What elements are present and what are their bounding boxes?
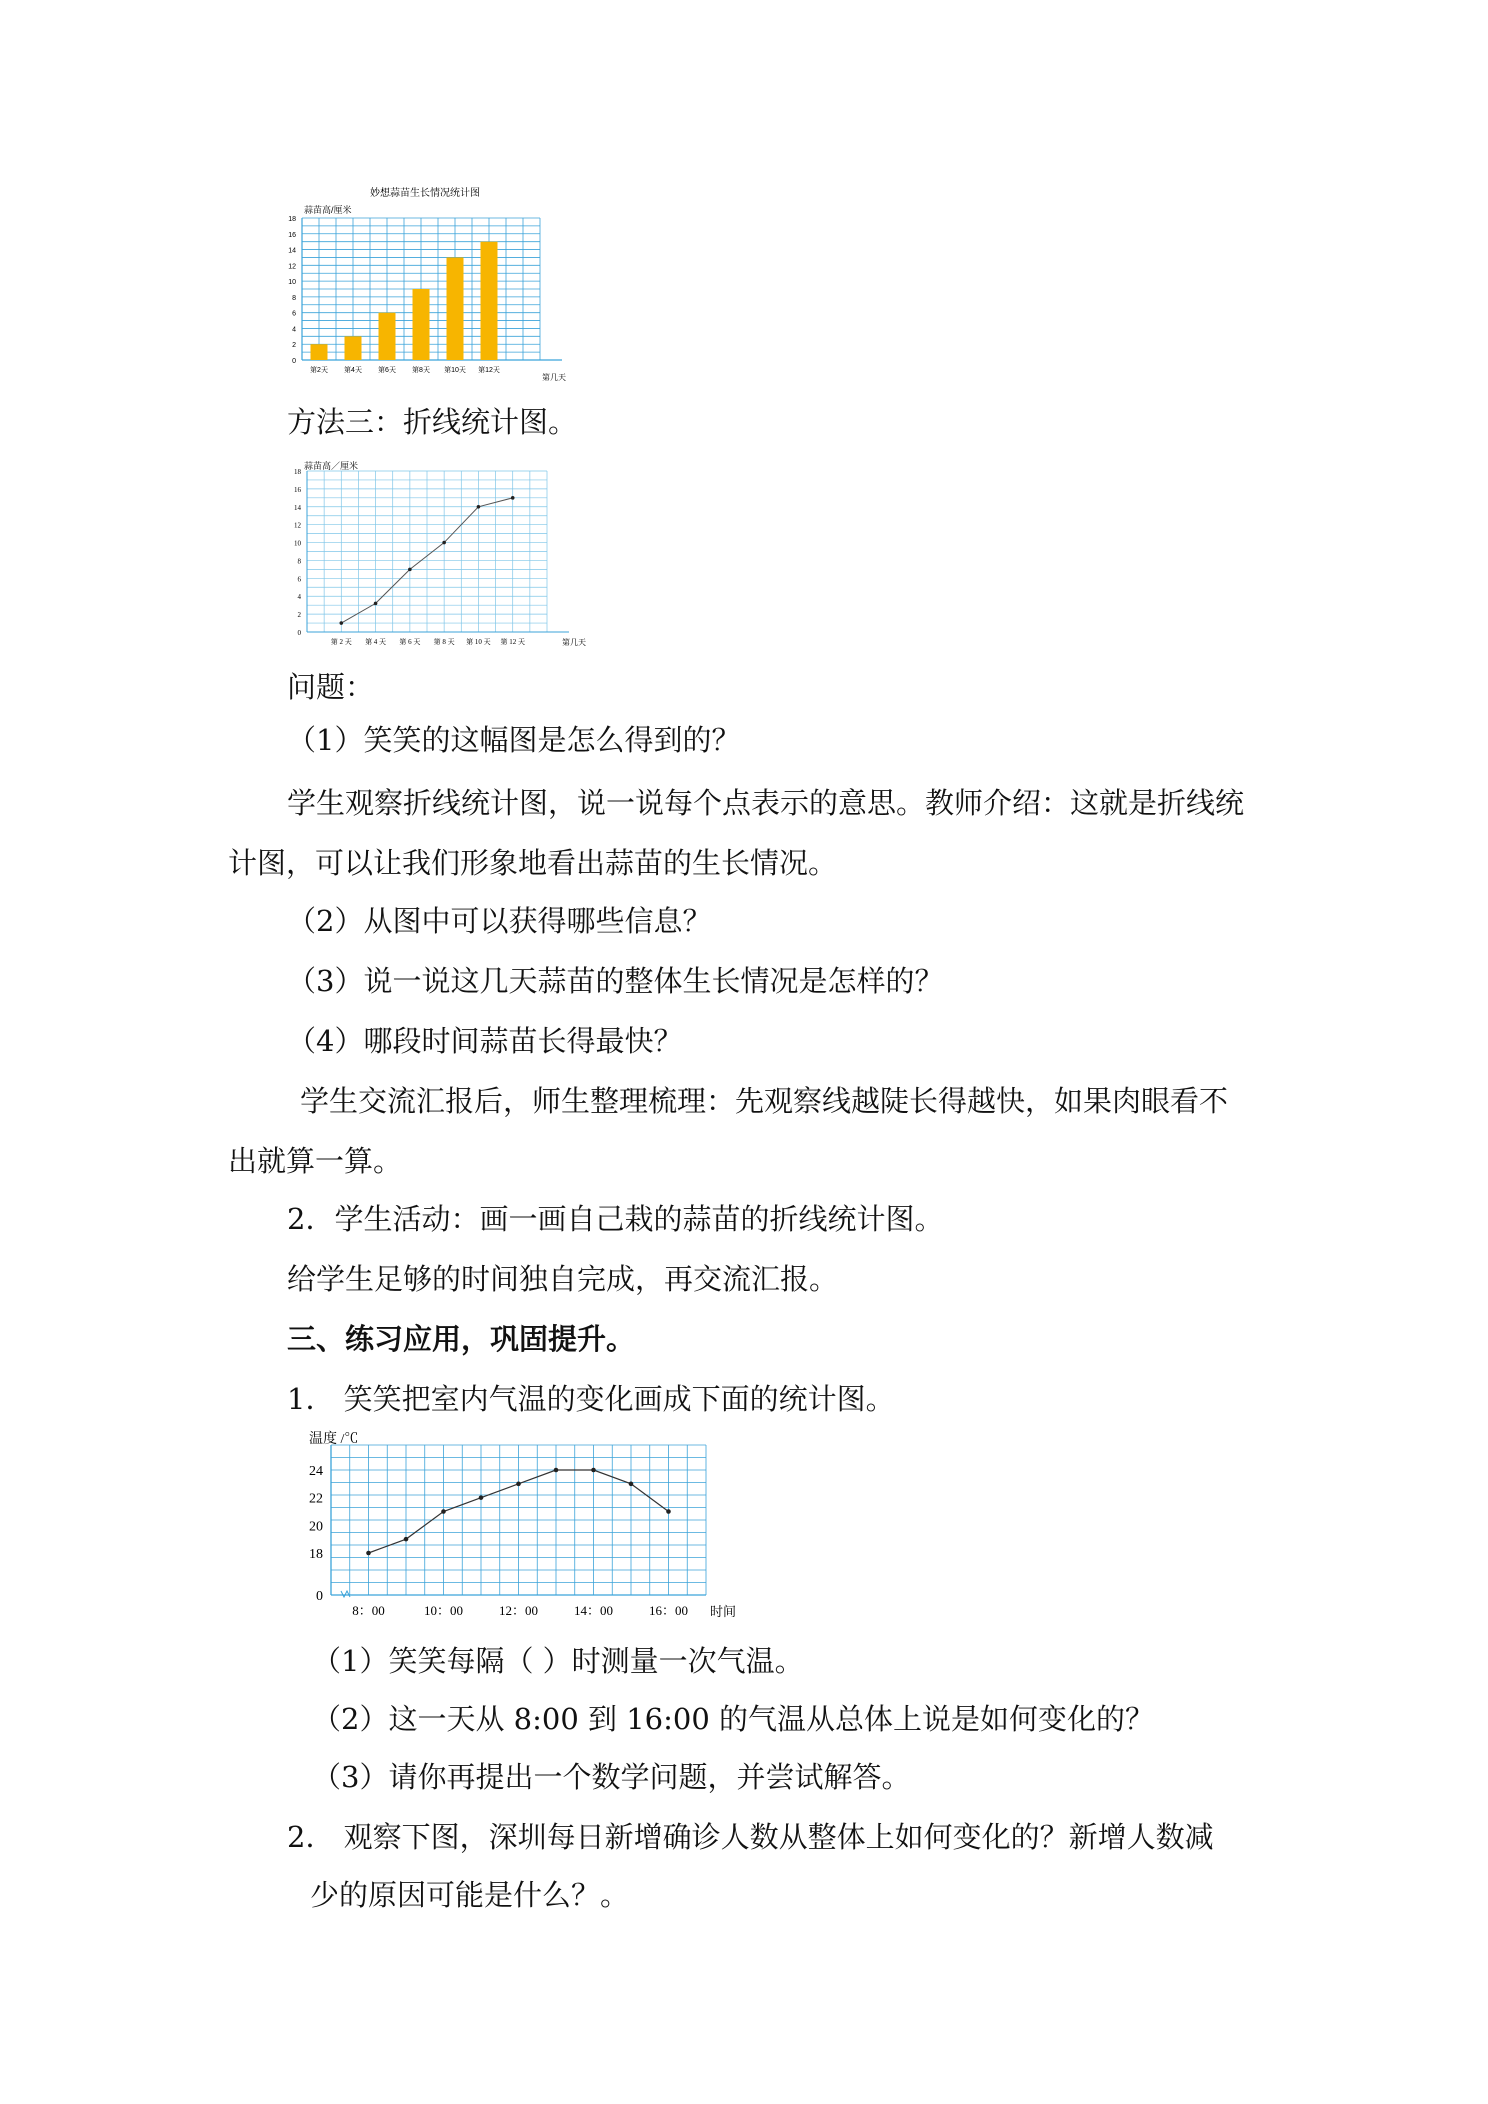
x-tick-label: 12：00 (498, 1603, 539, 1618)
line-chart-xlabel: 第几天 (562, 638, 586, 647)
question-heading: 问题： (287, 670, 375, 704)
y-tick-label: 8 (292, 294, 296, 302)
exercise-1: 1． 笑笑把室内气温的变化画成下面的统计图。 (287, 1382, 895, 1416)
activity-note: 给学生足够的时间独自完成，再交流汇报。 (287, 1262, 839, 1296)
section-3-heading: 三、练习应用，巩固提升。 (287, 1322, 636, 1356)
paragraph-2-line-1: 学生交流汇报后，师生整理梳理：先观察线越陡长得越快，如果肉眼看不 (300, 1084, 1229, 1118)
x-tick-label: 第10天 (444, 367, 466, 374)
exercise-2-line-2: 少的原因可能是什么？。 (310, 1878, 630, 1912)
data-point (666, 1509, 671, 1514)
method3-text: 方法三：折线统计图。 (287, 405, 578, 439)
y-tick-label: 6 (292, 310, 296, 318)
temperature-line-chart (303, 1425, 753, 1625)
y-tick-label: 4 (297, 593, 301, 602)
bar (345, 336, 362, 360)
data-point (441, 1509, 446, 1514)
bar (379, 313, 396, 360)
paragraph-1-line-2: 计图，可以让我们形象地看出蒜苗的生长情况。 (228, 846, 838, 880)
data-point (591, 1468, 596, 1473)
x-tick-label: 第2天 (310, 367, 328, 374)
student-activity: 2．学生活动：画一画自己栽的蒜苗的折线统计图。 (287, 1202, 944, 1236)
y-tick-label: 6 (297, 575, 301, 584)
x-tick-label: 第6天 (378, 367, 396, 374)
data-point (516, 1482, 521, 1487)
x-tick-label: 第 12 天 (500, 638, 525, 646)
bar (447, 257, 464, 360)
data-point (374, 602, 378, 606)
paragraph-2-line-2: 出就算一算。 (228, 1144, 403, 1178)
data-point (339, 621, 343, 625)
x-tick-label: 第 10 天 (466, 638, 491, 646)
data-point (442, 541, 446, 545)
x-tick-label: 8：00 (352, 1603, 385, 1618)
y-tick-label: 20 (309, 1519, 323, 1535)
data-point (366, 1551, 371, 1556)
y-tick-label: 16 (288, 231, 296, 239)
y-tick-label: 16 (294, 485, 301, 494)
x-tick-label: 14：00 (573, 1603, 614, 1618)
exercise-1-question-2: （2）这一天从 8:00 到 16:00 的气温从总体上说是如何变化的？ (312, 1702, 1155, 1736)
paragraph-1-line-1: 学生观察折线统计图，说一说每个点表示的意思。教师介绍：这就是折线统 (287, 786, 1245, 820)
data-point (477, 505, 481, 509)
y-tick-label: 12 (288, 263, 296, 271)
x-tick-label: 第4天 (344, 367, 362, 374)
y-tick-label: 8 (297, 557, 301, 566)
y-tick-label: 24 (309, 1464, 323, 1479)
y-tick-label: 18 (294, 468, 301, 476)
y-tick-label: 10 (294, 539, 301, 548)
question-1: （1）笑笑的这幅图是怎么得到的？ (287, 723, 741, 757)
temp-chart-xlabel: 时间 (710, 1604, 737, 1619)
x-tick-label: 第12天 (478, 367, 500, 374)
x-tick-label: 第8天 (412, 367, 430, 374)
growth-line-chart (280, 457, 590, 657)
bar-chart (280, 180, 570, 390)
data-point (408, 568, 412, 572)
bar-chart-xlabel: 第几天 (542, 373, 566, 382)
x-tick-label: 16：00 (648, 1603, 689, 1618)
x-tick-label: 10：00 (423, 1603, 464, 1618)
y-tick-label: 0 (316, 1589, 323, 1604)
y-tick-label: 14 (288, 247, 296, 255)
data-point (511, 496, 515, 500)
y-tick-label: 0 (292, 358, 296, 365)
exercise-1-question-3: （3）请你再提出一个数学问题，并尝试解答。 (312, 1760, 911, 1794)
line-chart-ylabel: 蒜苗高／厘米 (304, 461, 359, 471)
temp-chart-ylabel: 温度 /℃ (309, 1432, 359, 1447)
y-tick-label: 10 (288, 279, 296, 287)
bar-chart-ylabel: 蒜苗高/厘米 (304, 205, 352, 215)
x-tick-label: 第 6 天 (399, 638, 421, 646)
axis-break-mark (341, 1591, 350, 1597)
data-point (404, 1537, 409, 1542)
x-tick-label: 第 8 天 (433, 638, 455, 646)
question-4: （4）哪段时间蒜苗长得最快？ (287, 1024, 683, 1058)
data-point (554, 1468, 559, 1473)
question-2: （2）从图中可以获得哪些信息？ (287, 904, 712, 938)
exercise-1-question-1: （1）笑笑每隔（ ）时测量一次气温。 (312, 1644, 804, 1678)
y-tick-label: 18 (309, 1547, 323, 1562)
question-3: （3）说一说这几天蒜苗的整体生长情况是怎样的？ (287, 964, 944, 998)
y-tick-label: 4 (292, 326, 296, 334)
x-tick-label: 第 2 天 (330, 638, 352, 646)
bar (481, 242, 498, 360)
data-point (629, 1482, 634, 1487)
y-tick-label: 18 (288, 216, 296, 223)
bar (413, 289, 430, 360)
y-tick-label: 12 (294, 521, 301, 530)
bar-chart-title: 妙想蒜苗生长情况统计图 (370, 188, 480, 199)
y-tick-label: 0 (297, 629, 301, 637)
bar (311, 344, 328, 360)
y-tick-label: 14 (294, 503, 301, 512)
y-tick-label: 2 (292, 342, 296, 350)
y-tick-label: 22 (309, 1491, 323, 1507)
y-tick-label: 2 (297, 611, 301, 620)
exercise-2-line-1: 2． 观察下图，深圳每日新增确诊人数从整体上如何变化的？新增人数减 (287, 1820, 1214, 1854)
x-tick-label: 第 4 天 (365, 638, 387, 646)
data-point (479, 1495, 484, 1500)
